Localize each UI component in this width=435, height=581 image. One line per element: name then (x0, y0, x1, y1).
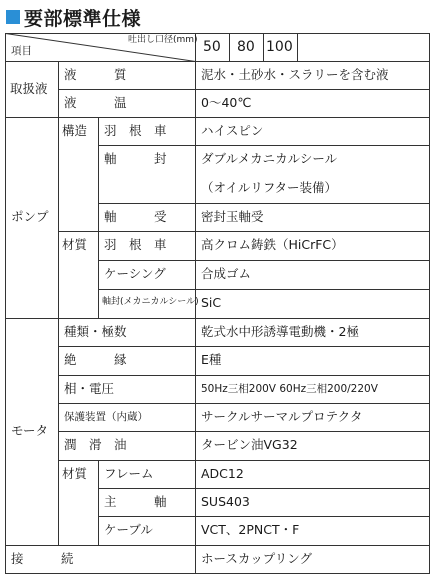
item-phase-voltage: 相・電圧 (64, 381, 115, 396)
value-bearing: 密封玉軸受 (201, 209, 264, 224)
label-pump-structure: 構造 (62, 123, 88, 138)
value-shaft-seal-note: （オイルリフター装備） (201, 180, 338, 195)
value-frame: ADC12 (201, 466, 244, 481)
value-cable: VCT、2PNCT・F (201, 522, 300, 537)
item-impeller: 羽 根 車 (104, 123, 167, 138)
value-mechanical-seal: SiC (201, 295, 222, 310)
value-shaft-seal: ダブルメカニカルシール (201, 151, 338, 166)
item-shaft-seal: 軸 封 (104, 151, 167, 166)
item-cable: ケーブル (104, 522, 153, 537)
item-protection: 保護装置（内蔵） (64, 411, 148, 423)
value-phase-voltage: 50Hz三相200V 60Hz三相200/220V (201, 383, 378, 395)
value-lubricant: タービン油VG32 (201, 437, 298, 452)
value-liquid-quality: 泥水・土砂水・スラリーを含む液 (201, 67, 389, 82)
label-motor-material: 材質 (62, 466, 88, 481)
item-bearing: 軸 受 (104, 209, 167, 224)
item-lubricant: 潤 滑 油 (64, 437, 127, 452)
header-item-label: 項目 (11, 45, 32, 57)
item-connection: 接 続 (11, 551, 74, 566)
size-100: 100 (266, 39, 293, 55)
value-type-poles: 乾式水中形誘導電動機・2極 (201, 324, 359, 339)
item-mechanical-seal: 軸封(メカニカルシール) (102, 297, 199, 307)
item-casing: ケーシング (104, 266, 166, 281)
value-insulation: E種 (201, 352, 222, 367)
item-liquid-temp: 液 温 (64, 95, 127, 110)
item-liquid-quality: 液 質 (64, 67, 127, 82)
value-connection: ホースカップリング (201, 551, 313, 566)
item-frame: フレーム (104, 466, 154, 481)
item-main-shaft: 主 軸 (104, 494, 167, 509)
header-bore-label: 吐出し口径(mm) (128, 35, 198, 45)
item-impeller-material: 羽 根 車 (104, 237, 167, 252)
value-impeller-material: 高クロム鋳鉄（HiCrFC） (201, 237, 344, 252)
value-casing: 合成ゴム (201, 266, 252, 281)
item-insulation: 絶 縁 (64, 352, 127, 367)
group-handling-liquid: 取扱液 (10, 81, 48, 96)
item-type-poles: 種類・極数 (64, 324, 127, 339)
group-motor: モータ (11, 423, 49, 438)
size-50: 50 (203, 39, 221, 55)
value-protection: サークルサーマルプロテクタ (201, 409, 363, 424)
label-pump-material: 材質 (62, 237, 88, 252)
value-impeller: ハイスピン (201, 123, 264, 138)
group-pump: ポンプ (11, 209, 49, 224)
size-80: 80 (237, 39, 255, 55)
page-title: 要部標準仕様 (24, 7, 142, 30)
value-liquid-temp: 0～40℃ (201, 95, 252, 110)
value-main-shaft: SUS403 (201, 494, 250, 509)
